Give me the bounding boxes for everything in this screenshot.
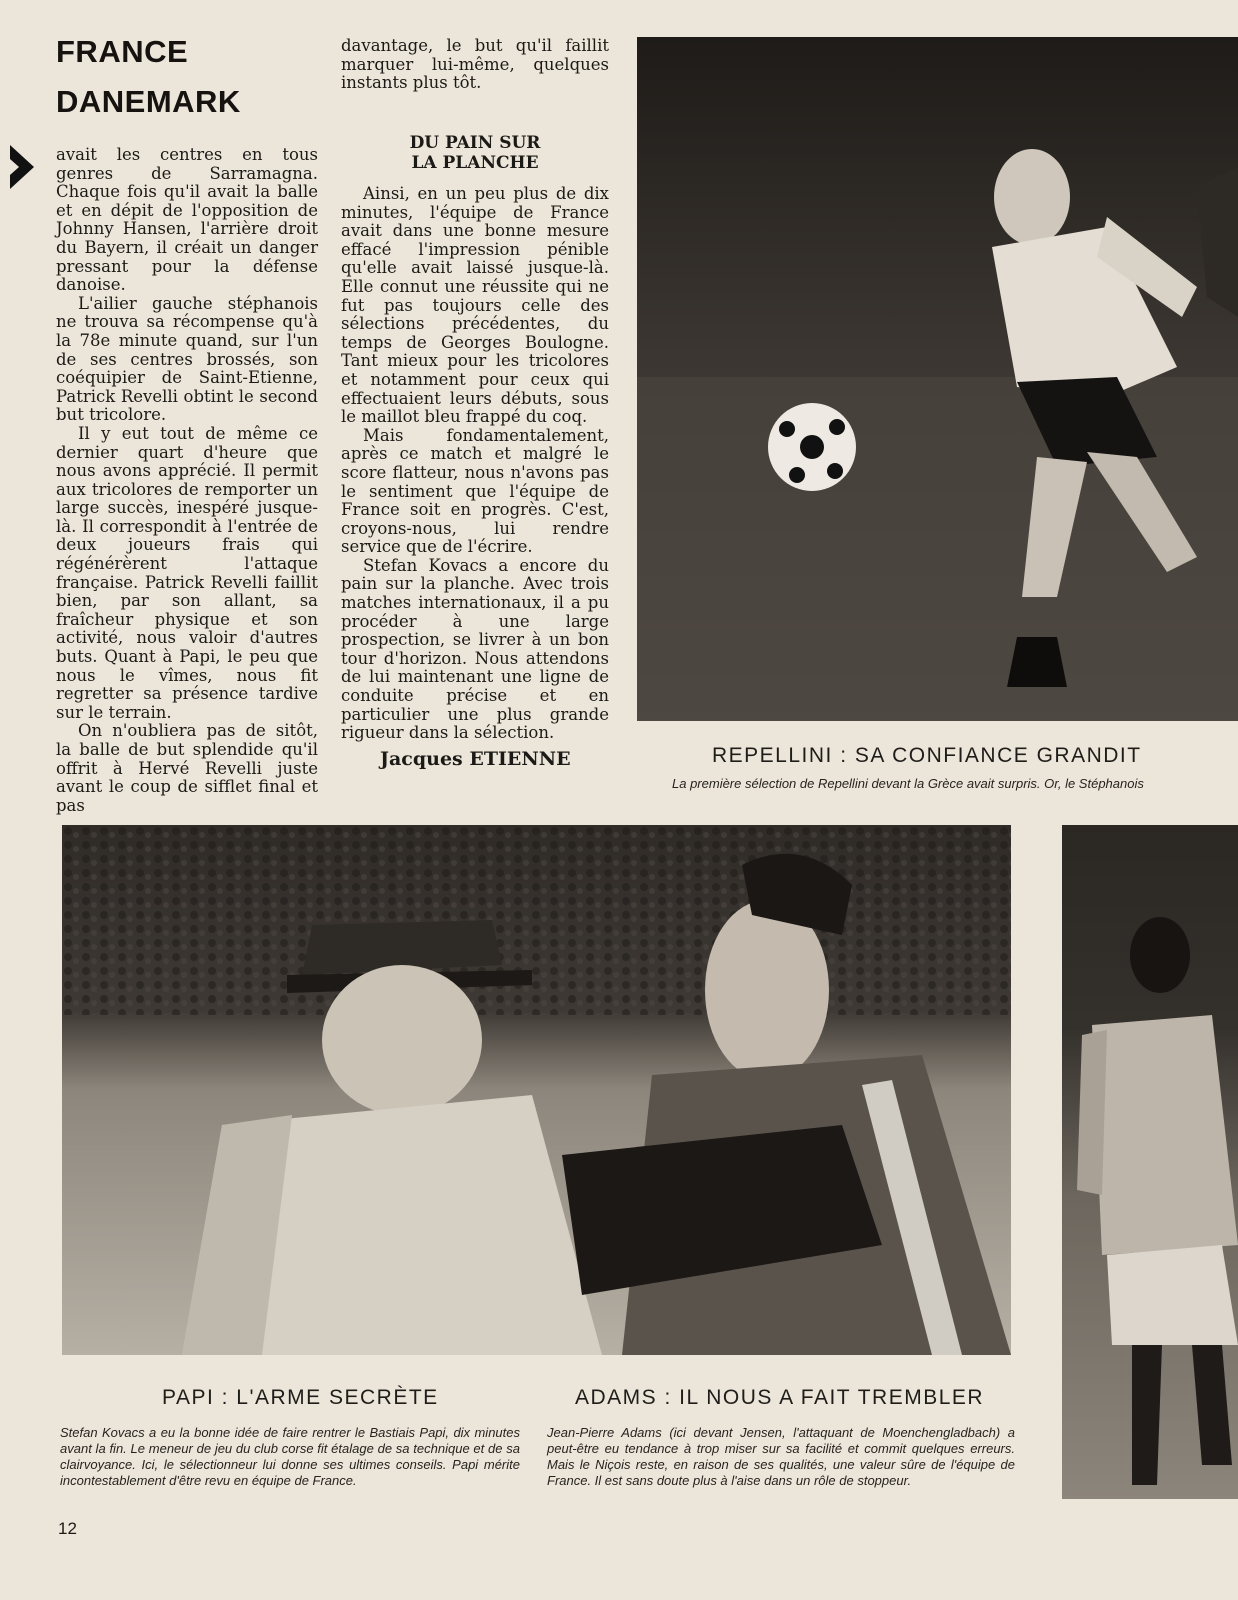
paragraph: Mais fondamentalement, après ce match et malgré le score flatteur, nous n'avons pas le sentiment que l'équipe de France soit en progrès. C'est, croyons-nous, lui rendre service que de l'écrire. xyxy=(341,425,609,557)
kicker-france: FRANCE xyxy=(56,34,189,69)
paragraph: Ainsi, en un peu plus de dix minutes, l'équipe de France avait dans une bonne mesure effacé l'impression pénible qu'elle avait laissé jusque-là. Elle connut une réussite qui ne fut pas toujours celle des sélections précédentes, du temps de Georges Boulogne. Tant mieux pour les tricolores et notamment pour ceux qui effectuaient leurs débuts, sous le maillot bleu frappé du coq. xyxy=(341,184,609,427)
caption-title-papi: PAPI : L'ARME SECRÈTE xyxy=(162,1386,439,1409)
subheading-line: DU PAIN SUR xyxy=(409,133,541,153)
caption-text-papi: Stefan Kovacs a eu la bonne idée de faire rentrer le Bastiais Papi, dix minutes avant la fin. Le meneur de jeu du club corse fit étalage de sa technique et de sa clairvoyance. Ici, le sélectionneur lui donne ses ultimes conseils. Papi mérite incontestablement d'être revu en équipe de France. xyxy=(60,1425,520,1488)
article-column-2 xyxy=(341,185,609,743)
photo-adams xyxy=(1062,825,1238,1499)
photo-papi-kovacs xyxy=(62,825,1011,1355)
kicker-danemark: DANEMARK xyxy=(56,84,241,119)
paragraph: On n'oubliera pas de sitôt, la balle de but splendide qu'il offrit à Hervé Revelli juste avant le coup de sifflet final et pas xyxy=(56,721,318,815)
subheading xyxy=(341,133,609,173)
article-column-2-top xyxy=(341,37,609,93)
caption-text-repellini: La première sélection de Repellini devant la Grèce avait surpris. Or, le Stéphanois xyxy=(672,776,1144,791)
paragraph: L'ailier gauche stéphanois ne trouva sa récompense qu'à la 78e minute quand, sur l'un de ses centres brossés, son coéquipier de Saint-Etienne, Patrick Revelli obtint le second but tricolore. xyxy=(56,293,318,425)
paragraph: Il y eut tout de même ce dernier quart d'heure que nous avons apprécié. Il permit aux tricolores de remporter un large succès, inespéré jusque-là. Il correspondit à l'entrée de deux joueurs frais qui régénérèrent l'attaque française. Patrick Revelli faillit bien, par son allant, sa fraîcheur physique et son activité, nous valoir d'autres buts. Quant à Papi, le peu que nous le vîmes, nous fit regretter sa présence tardive sur le terrain. xyxy=(56,423,318,722)
continuation-arrow-icon xyxy=(10,145,34,189)
author-signature: Jacques ETIENNE xyxy=(380,748,571,770)
caption-text-adams: Jean-Pierre Adams (ici devant Jensen, l'attaquant de Moenchengladbach) a peut-être eu tendance à trop miser sur sa facilité et commit quelques erreurs. Mais le Niçois reste, en raison de ses qualités, une valeur sûre de l'équipe de France. Il est sans doute plus à l'aise dans un rôle de stoppeur. xyxy=(547,1425,1015,1488)
paragraph: Stefan Kovacs a encore du pain sur la planche. Avec trois matches internationaux, il a pu procéder à une large prospection, se livrer à un bon tour d'horizon. Nous attendons de lui maintenant une ligne de conduite précise et en particulier une plus grande rigueur dans la sélection. xyxy=(341,555,609,743)
paragraph: davantage, le but qu'il faillit marquer lui-même, quelques instants plus tôt. xyxy=(341,36,609,93)
article-column-1 xyxy=(56,146,318,815)
caption-title-repellini: REPELLINI : SA CONFIANCE GRANDIT xyxy=(712,744,1142,767)
subheading-line: LA PLANCHE xyxy=(411,153,539,173)
caption-title-adams: ADAMS : IL NOUS A FAIT TREMBLER xyxy=(575,1386,985,1409)
page-number: 12 xyxy=(58,1519,77,1538)
paragraph: avait les centres en tous genres de Sarramagna. Chaque fois qu'il avait la balle et en dépit de l'opposition de Johnny Hansen, l'arrière droit du Bayern, il créait un danger pressant pour la défense danoise. xyxy=(56,145,318,295)
photo-repellini xyxy=(637,37,1238,721)
